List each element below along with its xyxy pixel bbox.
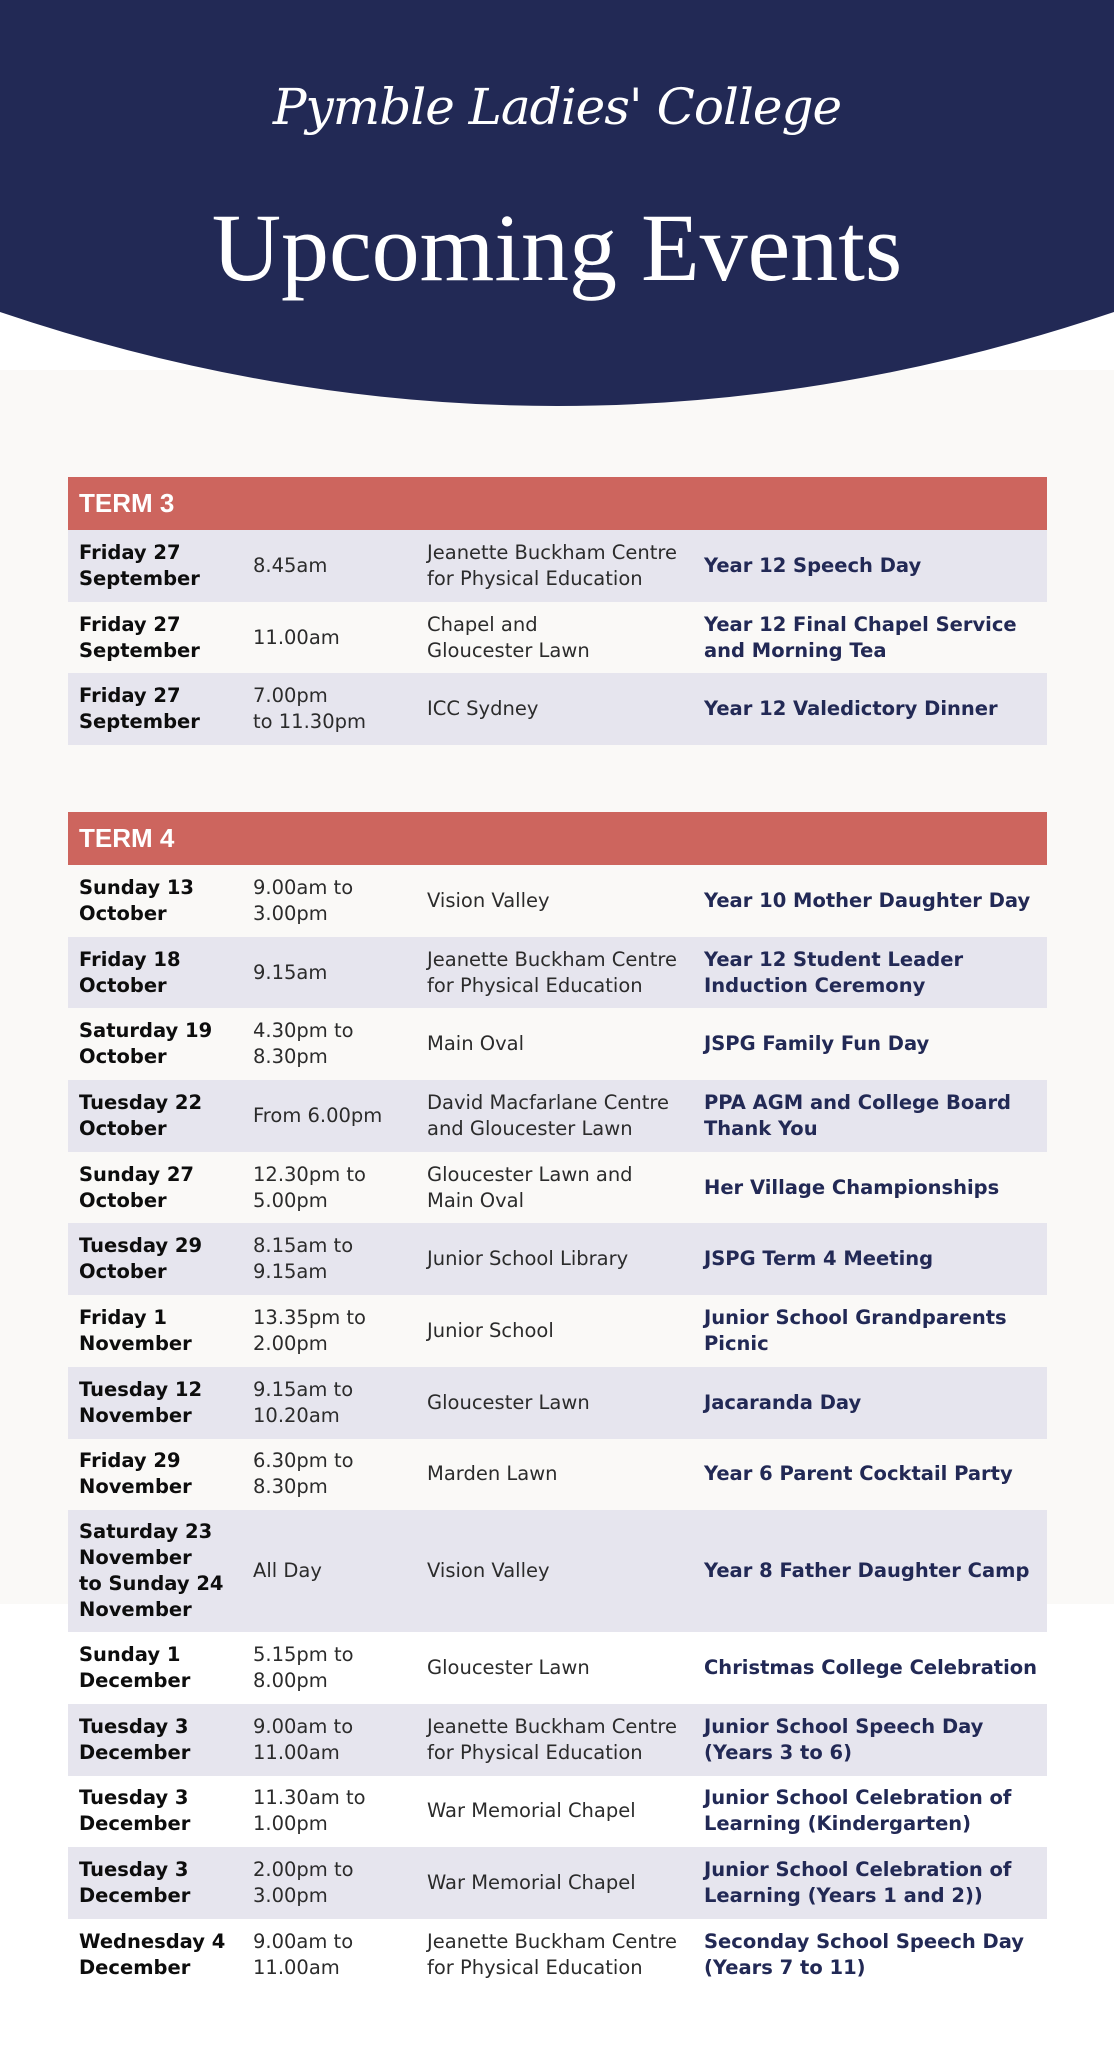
event-venue: Jeanette Buckham Centre for Physical Education — [427, 1929, 677, 1979]
table-row — [68, 865, 1047, 937]
event-date: Tuesday 22 October — [79, 1090, 203, 1140]
event-date: Tuesday 3 December — [79, 1714, 191, 1764]
event-title: Seconday School Speech Day (Years 7 to 11) — [704, 1929, 1025, 1979]
event-date: Friday 29 November — [79, 1449, 192, 1499]
event-time: 9.00am to 11.00am — [253, 1714, 354, 1764]
table-row — [68, 1295, 1047, 1367]
event-date: Saturday 23 November to Sunday 24 November — [79, 1520, 224, 1622]
event-title: Year 12 Speech Day — [704, 553, 922, 577]
event-date: Sunday 27 October — [79, 1162, 194, 1212]
event-venue: Gloucester Lawn and Main Oval — [427, 1162, 633, 1212]
term-3-table — [68, 477, 1047, 745]
event-time: 11.00am — [253, 625, 340, 649]
event-title: JSPG Family Fun Day — [704, 1032, 930, 1056]
table-row — [68, 1008, 1047, 1080]
event-title: Her Village Championships — [704, 1175, 1000, 1199]
event-venue: Gloucester Lawn — [427, 1390, 590, 1414]
event-date: Friday 18 October — [79, 947, 181, 997]
event-date: Friday 1 November — [79, 1305, 192, 1355]
table-row — [68, 530, 1047, 602]
event-date: Sunday 13 October — [79, 875, 194, 925]
table-row — [68, 1367, 1047, 1439]
table-row — [68, 673, 1047, 745]
event-venue: War Memorial Chapel — [427, 1799, 636, 1823]
term-header: TERM 4 — [68, 812, 1047, 865]
table-row — [68, 1704, 1047, 1776]
event-title: Year 12 Student Leader Induction Ceremony — [704, 947, 964, 997]
table-row — [68, 1152, 1047, 1224]
event-date: Friday 27 September — [79, 612, 200, 662]
event-title: Year 6 Parent Cocktail Party — [704, 1462, 1013, 1486]
event-date: Tuesday 3 December — [79, 1786, 191, 1836]
page-title: Upcoming Events — [211, 194, 903, 301]
event-venue: Vision Valley — [427, 1559, 550, 1583]
event-title: PPA AGM and College Board Thank You — [704, 1090, 1012, 1140]
event-time: From 6.00pm — [253, 1103, 383, 1127]
event-date: Tuesday 12 November — [79, 1377, 203, 1427]
page-header — [0, 0, 1114, 410]
table-row — [68, 1439, 1047, 1511]
event-time: 11.30am to 1.00pm — [253, 1786, 366, 1836]
event-venue: Chapel and Gloucester Lawn — [427, 612, 590, 662]
event-venue: Gloucester Lawn — [427, 1656, 590, 1680]
event-venue: Junior School — [427, 1318, 554, 1342]
event-title: Year 8 Father Daughter Camp — [704, 1559, 1030, 1583]
table-row — [68, 1919, 1047, 1991]
event-venue: War Memorial Chapel — [427, 1871, 636, 1895]
event-title: Junior School Speech Day (Years 3 to 6) — [704, 1714, 984, 1764]
event-time: 13.35pm to 2.00pm — [253, 1305, 366, 1355]
event-time: 9.00am to 3.00pm — [253, 875, 354, 925]
table-row — [68, 1510, 1047, 1632]
event-date: Tuesday 3 December — [79, 1858, 191, 1908]
event-time: 9.00am to 11.00am — [253, 1929, 354, 1979]
event-date: Wednesday 4 December — [79, 1929, 226, 1979]
event-date: Friday 27 September — [79, 540, 200, 590]
term-header: TERM 3 — [68, 477, 1047, 530]
event-title: Year 12 Final Chapel Service and Morning Tea — [704, 612, 1017, 662]
event-date: Friday 27 September — [79, 684, 200, 734]
table-row — [68, 1223, 1047, 1295]
event-time: 2.00pm to 3.00pm — [253, 1858, 354, 1908]
event-title: JSPG Term 4 Meeting — [704, 1247, 934, 1271]
event-venue: Jeanette Buckham Centre for Physical Education — [427, 1714, 677, 1764]
table-row — [68, 937, 1047, 1009]
event-time: All Day — [253, 1559, 322, 1583]
event-venue: Junior School Library — [427, 1247, 629, 1271]
event-title: Junior School Celebration of Learning (Kindergarten) — [704, 1786, 1012, 1836]
event-time: 8.15am to 9.15am — [253, 1234, 354, 1284]
event-time: 12.30pm to 5.00pm — [253, 1162, 366, 1212]
event-time: 4.30pm to 8.30pm — [253, 1019, 354, 1069]
event-date: Tuesday 29 October — [79, 1234, 203, 1284]
table-row — [68, 602, 1047, 674]
event-venue: Marden Lawn — [427, 1462, 558, 1486]
event-venue: ICC Sydney — [427, 697, 539, 721]
event-venue: David Macfarlane Centre and Gloucester Lawn — [427, 1090, 669, 1140]
event-title: Jacaranda Day — [704, 1390, 862, 1414]
table-row — [68, 1080, 1047, 1152]
event-title: Junior School Grandparents Picnic — [704, 1305, 1007, 1355]
event-time: 8.45am — [253, 553, 328, 577]
table-row — [68, 1632, 1047, 1704]
event-title: Year 12 Valedictory Dinner — [704, 697, 998, 721]
event-time: 6.30pm to 8.30pm — [253, 1449, 354, 1499]
event-title: Year 10 Mother Daughter Day — [704, 888, 1031, 912]
event-venue: Jeanette Buckham Centre for Physical Education — [427, 540, 677, 590]
event-time: 7.00pm to 11.30pm — [253, 684, 366, 734]
event-venue: Main Oval — [427, 1032, 525, 1056]
event-title: Christmas College Celebration — [704, 1656, 1038, 1680]
event-date: Saturday 19 October — [79, 1019, 213, 1069]
event-time: 9.15am to 10.20am — [253, 1377, 354, 1427]
event-venue: Jeanette Buckham Centre for Physical Education — [427, 947, 677, 997]
event-time: 9.15am — [253, 960, 328, 984]
term-4-table — [68, 812, 1047, 1991]
event-venue: Vision Valley — [427, 888, 550, 912]
table-row — [68, 1776, 1047, 1848]
table-row — [68, 1847, 1047, 1919]
event-date: Sunday 1 December — [79, 1643, 191, 1693]
event-title: Junior School Celebration of Learning (Years 1 and 2)) — [704, 1858, 1012, 1908]
event-time: 5.15pm to 8.00pm — [253, 1643, 354, 1693]
college-logo: Pymble Ladies' College — [272, 78, 842, 136]
